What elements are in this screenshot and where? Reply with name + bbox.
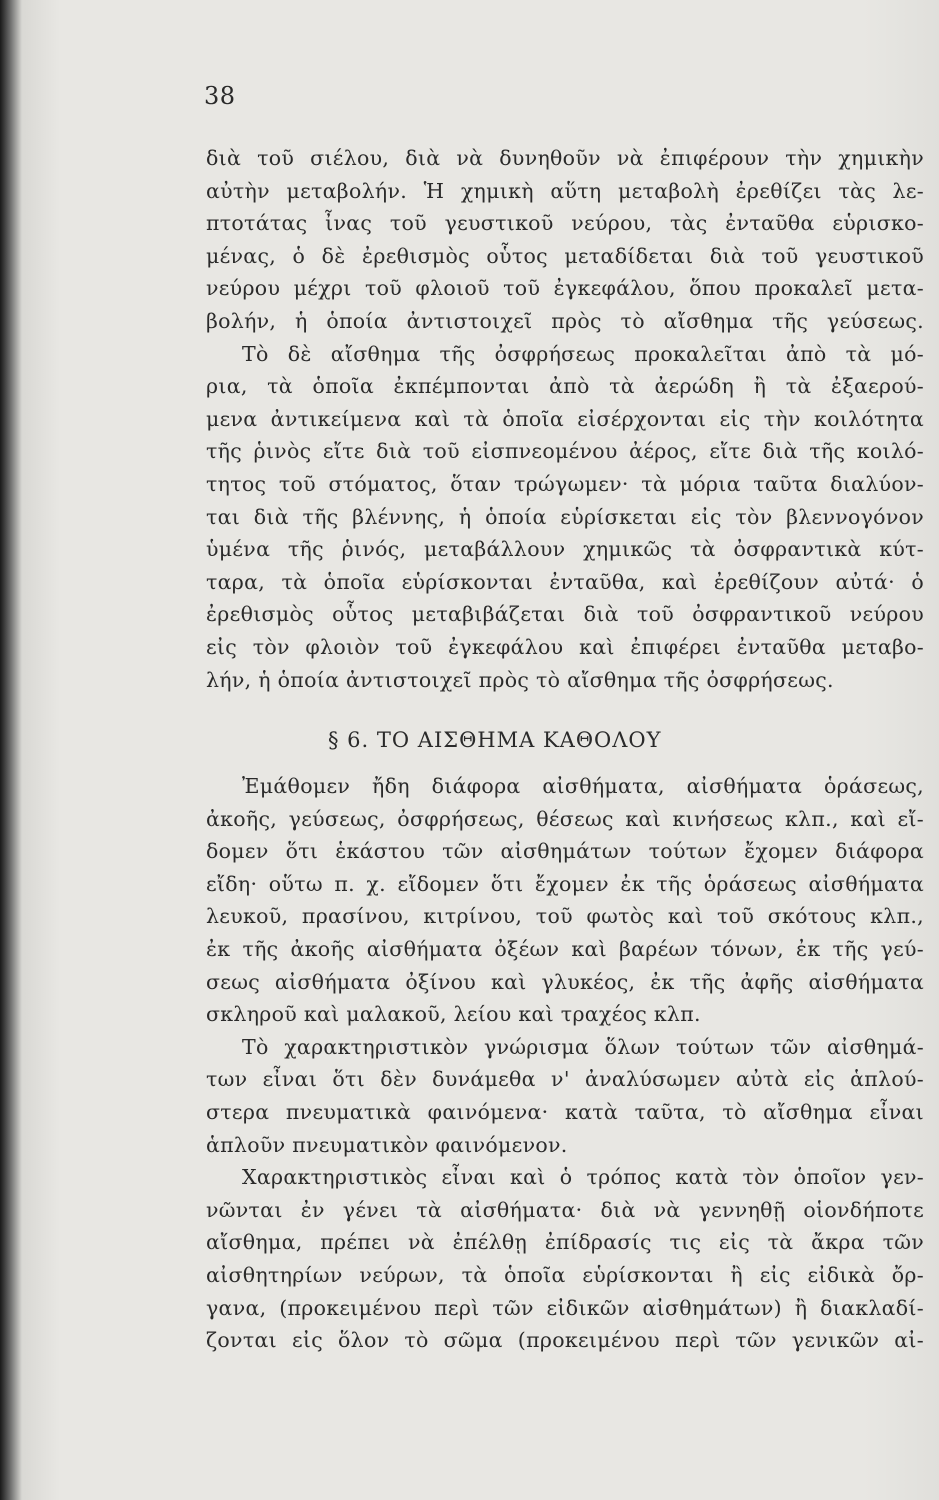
paragraph-smell	[206, 338, 924, 697]
paragraph-sensations	[206, 770, 924, 1031]
text-line: ὑμένα τῆς ῥινός, μεταβάλλουν χημικῶς τὰ ὀσφραντικὰ κύτ-	[206, 537, 924, 562]
text-line: των εἶναι ὅτι δὲν δυνάμεθα ν' ἀναλύσωμεν αὐτὰ εἰς ἁπλού-	[206, 1067, 924, 1092]
text-line: ἐκ τῆς ἀκοῆς αἰσθήματα ὀξέων καὶ βαρέων τόνων, ἐκ τῆς γεύ-	[206, 936, 924, 961]
text-line: Τὸ χαρακτηριστικὸν γνώρισμα ὅλων τούτων τῶν αἰσθημά-	[242, 1034, 924, 1059]
text-line: μενα ἀντικείμενα καὶ τὰ ὁποῖα εἰσέρχονται εἰς τὴν κοιλότητα	[206, 406, 924, 431]
text-line: γανα, (προκειμένου περὶ τῶν εἰδικῶν αἰσθημάτων) ἢ διακλαδί-	[206, 1295, 924, 1320]
text-line: αἴσθημα, πρέπει νὰ ἐπέλθῃ ἐπίδρασίς τις εἰς τὰ ἄκρα τῶν	[206, 1230, 924, 1255]
text-line: ἁπλοῦν πνευματικὸν φαινόμενον.	[206, 1132, 568, 1157]
text-line: ζονται εἰς ὅλον τὸ σῶμα (προκειμένου περὶ τῶν γενικῶν αἰ-	[206, 1328, 924, 1353]
paragraph-characteristic	[206, 1031, 924, 1161]
text-line: Χαρακτηριστικὸς εἶναι καὶ ὁ τρόπος κατὰ τὸν ὁποῖον γεν-	[242, 1165, 924, 1190]
text-line: νεύρου μέχρι τοῦ φλοιοῦ τοῦ ἐγκεφάλου, ὅπου προκαλεῖ μετα-	[206, 276, 924, 301]
text-line: λευκοῦ, πρασίνου, κιτρίνου, τοῦ φωτὸς καὶ τοῦ σκότους κλπ.,	[206, 904, 924, 929]
text-line: αἰσθητηρίων νεύρων, τὰ ὁποῖα εὑρίσκονται ἢ εἰς εἰδικὰ ὄρ-	[206, 1262, 924, 1287]
body-text-upper	[206, 142, 924, 696]
text-line: εἰς τὸν φλοιὸν τοῦ ἐγκεφάλου καὶ ἐπιφέρει ἐνταῦθα μεταβο-	[206, 634, 924, 659]
text-line: δομεν ὅτι ἑκάστου τῶν αἰσθημάτων τούτων ἔχομεν διάφορα	[206, 839, 924, 864]
text-line: νῶνται ἐν γένει τὰ αἰσθήματα· διὰ νὰ γεννηθῇ οἱονδήποτε	[206, 1197, 924, 1222]
section-heading: § 6. ΤΟ ΑΙΣΘΗΜΑ ΚΑΘΟΛΟΥ	[328, 728, 662, 752]
paragraph-taste	[206, 142, 924, 338]
text-line: τῆς ῥινὸς εἴτε διὰ τοῦ εἰσπνεομένου ἀέρος, εἴτε διὰ τῆς κοιλό-	[206, 439, 924, 464]
text-line: εἴδη· οὕτω π. χ. εἴδομεν ὅτι ἔχομεν ἐκ τῆς ὁράσεως αἰσθήματα	[206, 871, 924, 896]
text-line: αὐτὴν μεταβολήν. Ἡ χημικὴ αὕτη μεταβολὴ ἐρεθίζει τὰς λε-	[206, 178, 924, 203]
text-line: τητος τοῦ στόματος, ὅταν τρώγωμεν· τὰ μόρια ταῦτα διαλύον-	[206, 471, 924, 496]
text-line: πτοτάτας ἶνας τοῦ γευστικοῦ νεύρου, τὰς ἐνταῦθα εὑρισκο-	[206, 211, 924, 236]
page-number: 38	[204, 82, 236, 110]
text-line: λήν, ἡ ὁποία ἀντιστοιχεῖ πρὸς τὸ αἴσθημα τῆς ὀσφρήσεως.	[206, 667, 834, 692]
text-line: σκληροῦ καὶ μαλακοῦ, λείου καὶ τραχέος κλπ.	[206, 1002, 701, 1027]
text-line: διὰ τοῦ σιέλου, διὰ νὰ δυνηθοῦν νὰ ἐπιφέρουν τὴν χημικὴν	[206, 146, 924, 170]
text-line: ρια, τὰ ὁποῖα ἐκπέμπονται ἀπὸ τὰ ἀερώδη ἢ τὰ ἐξαερού-	[206, 374, 924, 399]
body-text-lower	[206, 770, 924, 1357]
text-line: μένας, ὁ δὲ ἐρεθισμὸς οὗτος μεταδίδεται διὰ τοῦ γευστικοῦ	[206, 243, 924, 268]
text-line: ταρα, τὰ ὁποῖα εὑρίσκονται ἐνταῦθα, καὶ ἐρεθίζουν αὐτά· ὁ	[206, 569, 924, 594]
paragraph-generation	[206, 1161, 924, 1357]
text-line: ἐρεθισμὸς οὗτος μεταβιβάζεται διὰ τοῦ ὀσφραντικοῦ νεύρου	[206, 602, 924, 627]
text-line: ἀκοῆς, γεύσεως, ὀσφρήσεως, θέσεως καὶ κινήσεως κλπ., καὶ εἴ-	[206, 806, 924, 831]
text-line: βολήν, ἡ ὁποία ἀντιστοιχεῖ πρὸς τὸ αἴσθημα τῆς γεύσεως.	[206, 308, 924, 333]
text-line: ται διὰ τῆς βλέννης, ἡ ὁποία εὑρίσκεται εἰς τὸν βλεννογόνον	[206, 504, 924, 529]
text-line: Ἐμάθομεν ἤδη διάφορα αἰσθήματα, αἰσθήματα ὁράσεως,	[242, 774, 924, 798]
text-line: Τὸ δὲ αἴσθημα τῆς ὀσφρήσεως προκαλεῖται ἀπὸ τὰ μό-	[242, 341, 924, 366]
text-line: σεως αἰσθήματα ὀξίνου καὶ γλυκέος, ἐκ τῆς ἀφῆς αἰσθήματα	[206, 969, 924, 994]
text-line: στερα πνευματικὰ φαινόμενα· κατὰ ταῦτα, τὸ αἴσθημα εἶναι	[206, 1099, 924, 1124]
